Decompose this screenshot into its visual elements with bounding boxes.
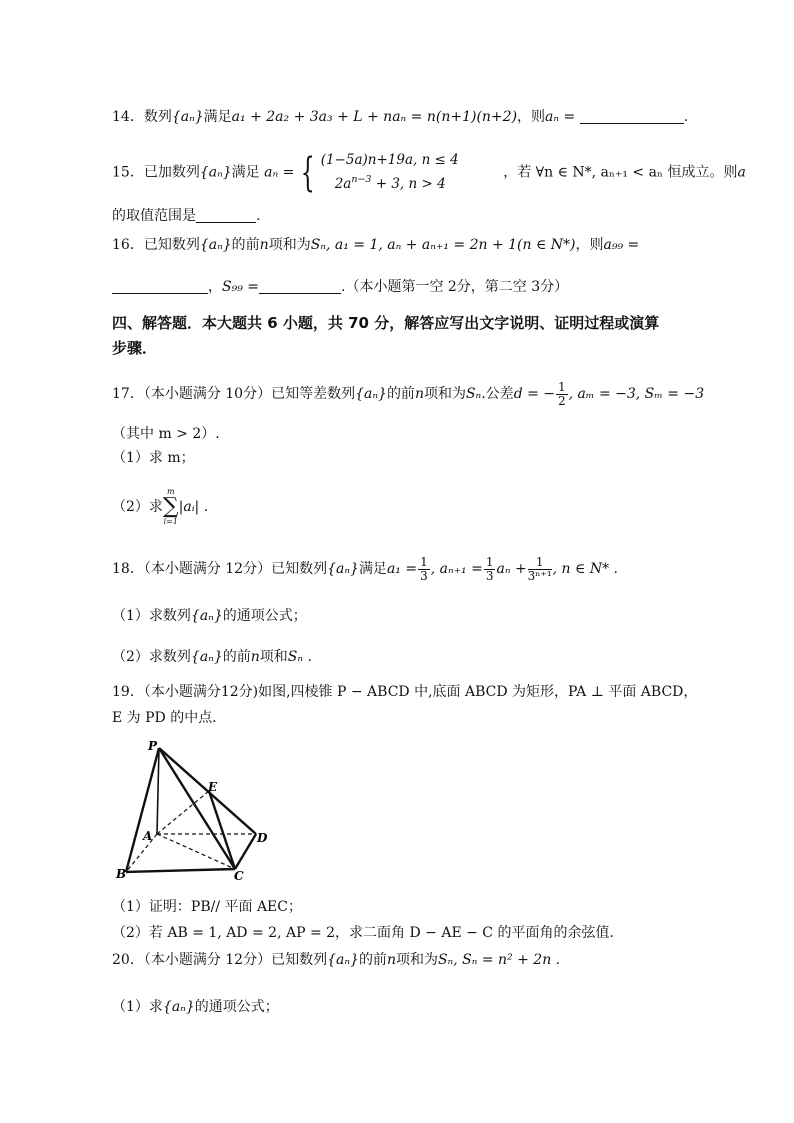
section-heading-cont: 步骤． (112, 339, 158, 357)
question-18-part1: （1）求数列{aₙ}的通项公式； (112, 608, 307, 624)
question-18-part2: （2）求数列{aₙ}的前n项和Sₙ . (112, 649, 312, 665)
question-15-line2: 的取值范围是 . (112, 208, 261, 224)
answer-blank[interactable] (259, 279, 341, 294)
question-15: 15．已加数列{aₙ}满足 aₙ = { (1−5a)n+19a, n ≤ 4 $2a^{n-3} + 3$, n > 4 ，若 ∀n ∈ N*, aₙ₊₁ < aₙ 恒成立。则a (112, 149, 746, 196)
question-19-line2: E 为 PD 的中点． (112, 710, 227, 726)
fraction: $\frac{1}{2}$ (558, 380, 566, 408)
summation: m ∑ i=1 (162, 487, 179, 526)
question-19-part1: （1）证明：PB// 平面 AEC； (112, 899, 302, 915)
label-B: B (116, 867, 127, 881)
label-E: E (208, 780, 218, 794)
question-16-line2: ，S₉₉ = .（本小题第一空 2分，第二空 3分） (112, 279, 568, 294)
question-16: 16．已知数列{aₙ}的前n项和为Sₙ, a₁ = 1, aₙ + aₙ₊₁ = 2n + 1(n ∈ N*)，则a₉₉ = (112, 237, 640, 253)
question-17-part2: （2）求 m ∑ i=1 |aᵢ| . (112, 487, 209, 526)
piecewise-brace: { (300, 149, 315, 196)
answer-blank[interactable] (580, 109, 684, 124)
piecewise-cases: (1−5a)n+19a, n ≤ 4 $2a^{n-3} + 3$, n > 4 (320, 152, 459, 192)
label-D: D (257, 831, 268, 845)
answer-blank[interactable] (112, 279, 208, 294)
section-heading: 四、解答题．本大题共 6 小题，共 70 分，解答应写出文字说明、证明过程或演算 (112, 314, 660, 332)
pyramid-figure (110, 735, 280, 885)
question-17-line2: （其中 m > 2）. (112, 426, 220, 442)
label-A: A (143, 829, 153, 843)
question-19-part2: （2）若 AB = 1, AD = 2, AP = 2，求二面角 D − AE − C 的平面角的余弦值． (112, 925, 624, 941)
question-19: 19．（本小题满分12分)如图,四棱锥 P − ABCD 中,底面 ABCD 为矩形，PA ⊥ 平面 ABCD， (112, 684, 698, 700)
answer-blank[interactable] (196, 208, 256, 223)
question-14: 14．数列{aₙ}满足a₁ + 2a₂ + 3a₃ + L + naₙ = n(n+1)(n+2)，则aₙ = . (112, 109, 689, 125)
question-20-part1: （1）求{aₙ}的通项公式； (112, 999, 279, 1015)
question-18: 18．（本小题满分 12分）已知数列{aₙ}满足a₁ = $\frac{1}{3}$ , aₙ₊₁ = $\frac{1}{3}$ aₙ + $\frac{1}{\text{3ⁿ⁺¹}}$ , n ∈ N* . (112, 555, 618, 583)
question-17: 17．（本小题满分 10分）已知等差数列{aₙ}的前n项和为Sₙ.公差d = − $\frac{1}{2}$ , aₘ = −3, Sₘ = −3 (112, 380, 705, 408)
question-20: 20．（本小题满分 12分）已知数列{aₙ}的前n项和为Sₙ, Sₙ = n² + 2n . (112, 952, 561, 968)
label-C: C (234, 869, 244, 883)
label-P: P (148, 739, 158, 753)
question-17-part1: （1）求 m； (112, 450, 195, 466)
